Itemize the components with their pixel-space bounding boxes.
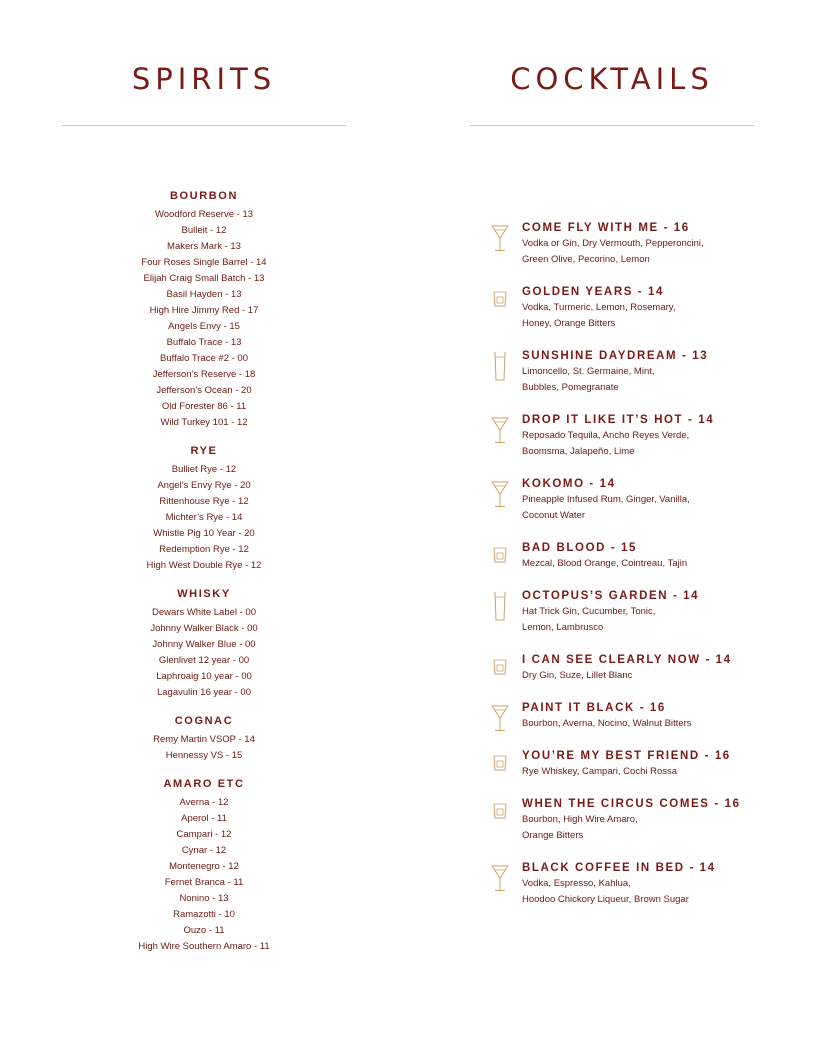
spirit-section xyxy=(104,188,304,431)
cocktail-item xyxy=(490,540,687,572)
cocktail-item xyxy=(490,700,692,732)
cocktail-item xyxy=(490,476,690,524)
menu-item: Jefferson’s Ocean - 20 xyxy=(156,385,252,396)
menu-item: Nonino - 13 xyxy=(179,893,229,904)
cocktail-name: OCTOPUS’S GARDEN - 14 xyxy=(522,590,700,602)
cocktail-description: Hat Trick Gin, Cucumber, Tonic, xyxy=(522,606,656,617)
menu-item: Redemption Rye - 12 xyxy=(159,544,249,555)
menu-item: Bulleit - 12 xyxy=(181,225,227,236)
spirits-list xyxy=(104,188,304,967)
spirits-divider xyxy=(62,125,346,126)
menu-item: Jefferson’s Reserve - 18 xyxy=(152,369,256,380)
menu-item: Wild Turkey 101 - 12 xyxy=(160,417,248,428)
cocktail-name: COME FLY WITH ME - 16 xyxy=(522,222,690,234)
menu-item: Old Forester 86 - 11 xyxy=(161,401,247,412)
martini-glass-icon xyxy=(490,862,510,894)
martini-glass-icon xyxy=(490,478,510,510)
menu-item: High Hire Jimmy Red - 17 xyxy=(149,305,259,316)
cocktail-description: Dry Gin, Suze, Lillet Blanc xyxy=(522,670,633,681)
menu-item: Angel’s Envy Rye - 20 xyxy=(157,480,251,491)
cocktail-description: Vodka or Gin, Dry Vermouth, Pepperoncini, xyxy=(522,238,704,249)
cocktail-item xyxy=(490,284,675,332)
menu-item: Campari - 12 xyxy=(176,829,232,840)
menu-item: Woodford Reserve - 13 xyxy=(154,209,254,220)
menu-item: Makers Mark - 13 xyxy=(167,241,241,252)
menu-item: Bulliet Rye - 12 xyxy=(171,464,237,475)
spirit-section xyxy=(104,586,304,701)
cocktail-description: Limoncello, St. Germaine, Mint, xyxy=(522,366,655,377)
menu-item: Ouzo - 11 xyxy=(183,925,225,936)
cocktail-name: WHEN THE CIRCUS COMES - 16 xyxy=(522,798,741,810)
martini-glass-icon xyxy=(490,222,510,254)
spirits-title: SPIRITS xyxy=(131,62,277,96)
cocktail-description: Vodka, Turmeric, Lemon, Rosemary, xyxy=(522,302,676,313)
menu-item: Averna - 12 xyxy=(179,797,229,808)
menu-item: Ramazotti - 10 xyxy=(173,909,235,920)
cocktail-item xyxy=(490,412,714,460)
cocktail-name: BLACK COFFEE IN BED - 14 xyxy=(522,862,716,874)
collins-glass-icon xyxy=(490,350,510,382)
menu-item: Dewars White Label - 00 xyxy=(151,607,257,618)
cocktail-description: Mezcal, Blood Orange, Cointreau, Tajin xyxy=(522,558,688,569)
menu-item: Buffalo Trace - 13 xyxy=(166,337,242,348)
menu-item: Hennessy VS - 15 xyxy=(165,750,243,761)
menu-item: Buffalo Trace #2 - 00 xyxy=(159,353,249,364)
cocktail-description: Bourbon, High Wire Amaro, xyxy=(522,814,638,825)
cocktail-name: SUNSHINE DAYDREAM - 13 xyxy=(522,350,709,362)
cocktail-item xyxy=(490,796,741,844)
cocktail-name: PAINT IT BLACK - 16 xyxy=(522,702,666,714)
cocktail-description: Honey, Orange Bitters xyxy=(522,318,616,329)
menu-item: Remy Martin VSOP - 14 xyxy=(153,734,255,745)
rocks-glass-icon xyxy=(490,542,510,574)
menu-item: Johnny Walker Blue - 00 xyxy=(152,639,256,650)
cocktail-name: I CAN SEE CLEARLY NOW - 14 xyxy=(522,654,732,666)
section-heading: AMARO ETC xyxy=(163,778,245,790)
section-heading: RYE xyxy=(190,445,218,457)
cocktail-item xyxy=(490,748,731,780)
cocktail-description: Boomsma, Jalapeño, Lime xyxy=(522,446,635,457)
spirit-section xyxy=(104,713,304,764)
cocktail-description: Lemon, Lambrusco xyxy=(522,622,604,633)
cocktail-name: KOKOMO - 14 xyxy=(522,478,616,490)
cocktail-description: Coconut Water xyxy=(522,510,586,521)
spirit-section xyxy=(104,776,304,955)
menu-item: Laphroaig 10 year - 00 xyxy=(156,671,252,682)
cocktail-item xyxy=(490,652,732,684)
menu-item: Cynar - 12 xyxy=(181,845,227,856)
cocktail-name: BAD BLOOD - 15 xyxy=(522,542,638,554)
rocks-glass-icon xyxy=(490,654,510,686)
section-heading: COGNAC xyxy=(174,715,234,727)
menu-item: Four Roses Single Barrel - 14 xyxy=(141,257,267,268)
menu-item: Montenegro - 12 xyxy=(169,861,239,872)
menu-item: Basil Hayden - 13 xyxy=(166,289,242,300)
spirit-section xyxy=(104,443,304,574)
section-heading: WHISKY xyxy=(177,588,231,600)
cocktail-description: Orange Bitters xyxy=(522,830,584,841)
menu-item: Michter’s Rye - 14 xyxy=(165,512,243,523)
menu-item: High Wire Southern Amaro - 11 xyxy=(138,941,270,952)
cocktail-description: Bourbon, Averna, Nocino, Walnut Bitters xyxy=(522,718,692,729)
cocktail-item xyxy=(490,348,708,396)
collins-glass-icon xyxy=(490,590,510,622)
menu-item: Glenlivet 12 year - 00 xyxy=(158,655,250,666)
cocktail-description: Reposado Tequila, Ancho Reyes Verde, xyxy=(522,430,690,441)
cocktail-description: Green Olive, Pecorino, Lemon xyxy=(522,254,650,265)
cocktail-item xyxy=(490,220,704,268)
rocks-glass-icon xyxy=(490,750,510,782)
cocktails-title: COCKTAILS xyxy=(510,62,714,96)
menu-item: Angels Envy - 15 xyxy=(168,321,240,332)
cocktail-description: Hoodoo Chickory Liqueur, Brown Sugar xyxy=(522,894,689,905)
menu-item: Lagavulin 16 year - 00 xyxy=(156,687,251,698)
menu-item: Rittenhouse Rye - 12 xyxy=(159,496,249,507)
cocktails-divider xyxy=(470,125,754,126)
cocktail-name: DROP IT LIKE IT’S HOT - 14 xyxy=(522,414,715,426)
rocks-glass-icon xyxy=(490,286,510,318)
menu-item: Whistle Pig 10 Year - 20 xyxy=(153,528,255,539)
menu-item: Aperol - 11 xyxy=(181,813,227,824)
cocktail-item xyxy=(490,860,716,908)
menu-item: High West Double Rye - 12 xyxy=(146,560,262,571)
cocktail-description: Vodka, Espresso, Kahlua, xyxy=(522,878,631,889)
martini-glass-icon xyxy=(490,414,510,446)
cocktail-item xyxy=(490,588,699,636)
cocktail-description: Bubbles, Pomegranate xyxy=(522,382,619,393)
section-heading: BOURBON xyxy=(169,190,239,202)
cocktail-name: YOU’RE MY BEST FRIEND - 16 xyxy=(522,750,731,762)
menu-item: Fernet Branca - 11 xyxy=(164,877,244,888)
cocktail-description: Rye Whiskey, Campari, Cochi Rossa xyxy=(522,766,678,777)
martini-glass-icon xyxy=(490,702,510,734)
menu-item: Johnny Walker Black - 00 xyxy=(150,623,258,634)
rocks-glass-icon xyxy=(490,798,510,830)
menu-item: Elijah Craig Small Batch - 13 xyxy=(143,273,265,284)
cocktail-name: GOLDEN YEARS - 14 xyxy=(522,286,665,298)
cocktail-description: Pineapple Infused Rum, Ginger, Vanilla, xyxy=(522,494,690,505)
